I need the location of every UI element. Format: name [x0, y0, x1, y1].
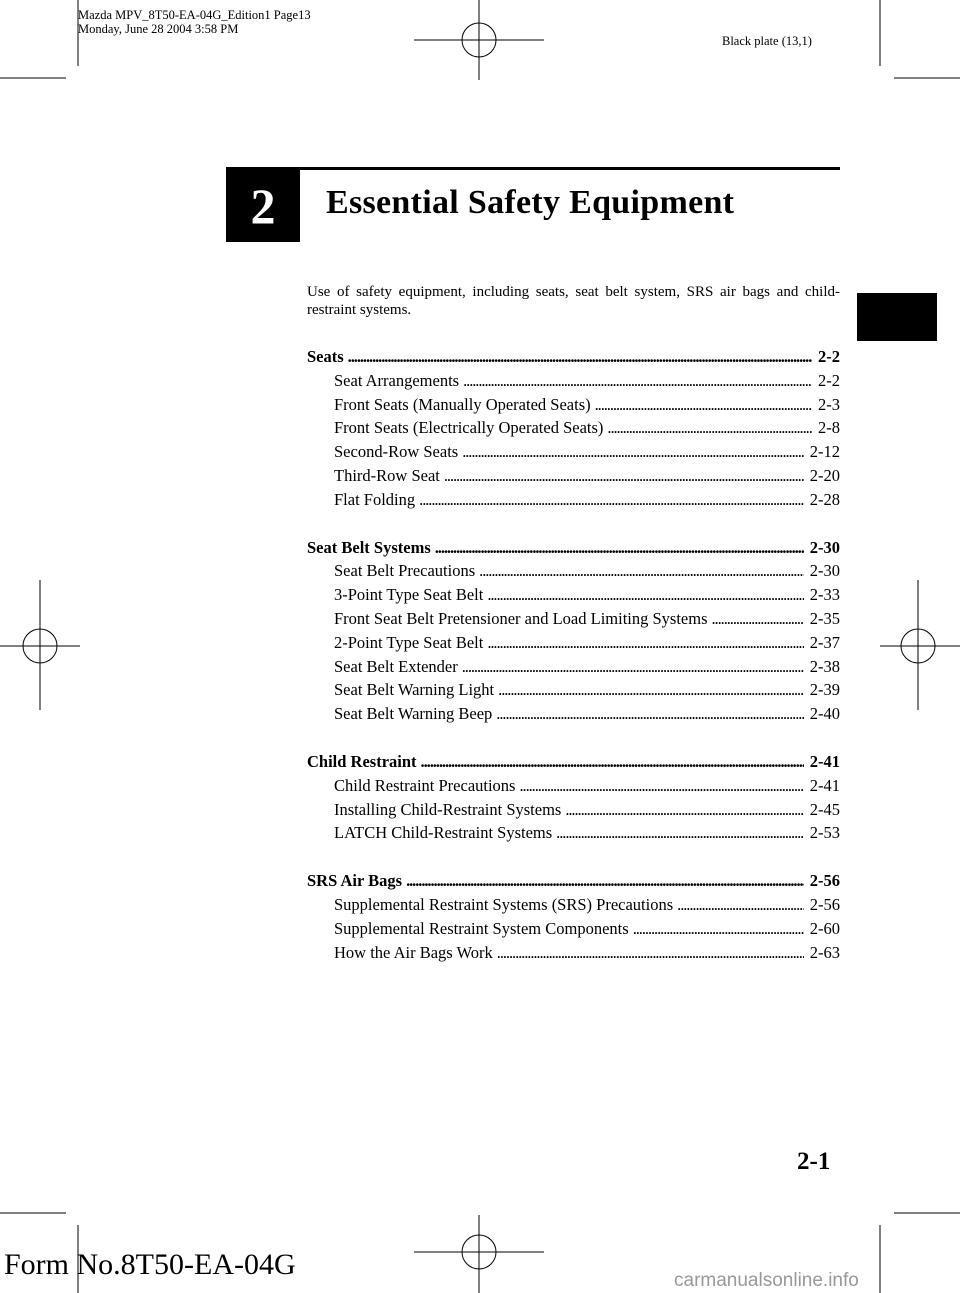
dot-leader [348, 345, 812, 369]
toc-entry-label: Seat Belt Warning Beep [334, 704, 493, 724]
toc-entry-label: Seat Belt Warning Light [334, 680, 495, 700]
dot-leader [406, 869, 804, 893]
toc-entry-label: 3-Point Type Seat Belt [334, 585, 484, 605]
dot-leader [677, 893, 804, 917]
chapter-intro: Use of safety equipment, including seats, seat belt system, SRS air bags and child-restraint systems. [307, 284, 840, 318]
toc-section [307, 869, 840, 964]
toc-entry-label: Child Restraint Precautions [334, 775, 516, 795]
chapter-number: 2 [250, 178, 276, 234]
toc-entry-label: How the Air Bags Work [334, 942, 493, 962]
toc-entry[interactable] [307, 393, 840, 417]
toc-section-heading[interactable] [307, 869, 840, 893]
dot-leader [712, 607, 804, 631]
toc-entry-page: 2-8 [818, 418, 840, 438]
toc-section-heading-label: Seats [307, 347, 344, 366]
form-number: Form No.8T50-EA-04G [4, 1248, 296, 1281]
toc-section-heading[interactable] [307, 750, 840, 774]
toc-entry[interactable] [307, 559, 840, 583]
print-metadata-file: Mazda MPV_8T50-EA-04G_Edition1 Page13 [78, 8, 311, 22]
toc-section-heading-label: SRS Air Bags [307, 871, 403, 891]
toc-section-heading[interactable] [307, 536, 840, 560]
toc-entry[interactable] [307, 774, 840, 798]
dot-leader [421, 750, 804, 774]
toc-entry[interactable] [307, 440, 840, 464]
toc-entry-page: 2-45 [809, 799, 840, 819]
toc-entry[interactable] [307, 631, 840, 655]
toc-section-heading-page: 2-56 [809, 871, 840, 891]
toc-entry-label: 2-Point Type Seat Belt [334, 632, 484, 652]
plate-label: Black plate (13,1) [722, 34, 812, 48]
toc-entry[interactable] [307, 893, 840, 917]
toc-entry-page: 2-38 [809, 656, 840, 676]
toc-entry-page: 2-2 [818, 370, 840, 390]
toc-section-heading-page: 2-41 [809, 751, 840, 771]
dot-leader [444, 464, 804, 488]
print-metadata-date: Monday, June 28 2004 3:58 PM [78, 22, 239, 36]
toc-entry[interactable] [307, 702, 840, 726]
dot-leader [479, 559, 804, 583]
toc-entry-page: 2-33 [809, 585, 840, 605]
toc-entry-page: 2-28 [809, 489, 840, 509]
toc-entry[interactable] [307, 917, 840, 941]
toc-entry[interactable] [307, 678, 840, 702]
toc-section-heading[interactable] [307, 345, 840, 369]
dot-leader [487, 631, 803, 655]
toc-entry[interactable] [307, 583, 840, 607]
chapter-tab-marker [857, 293, 937, 341]
toc-entry[interactable] [307, 416, 840, 440]
chapter-rule [300, 167, 840, 170]
toc-entry-page: 2-56 [809, 894, 840, 914]
dot-leader [462, 655, 804, 679]
dot-leader [496, 702, 803, 726]
toc-entry-page: 2-40 [809, 704, 840, 724]
dot-leader [497, 941, 804, 965]
toc-entry-page: 2-3 [818, 394, 840, 414]
dot-leader [607, 416, 812, 440]
chapter-title: Essential Safety Equipment [326, 184, 735, 221]
toc-section [307, 536, 840, 726]
dot-leader [565, 798, 803, 822]
toc-entry-label: Third-Row Seat [334, 465, 440, 485]
print-metadata [78, 8, 311, 36]
toc-entry-label: LATCH Child-Restraint Systems [334, 823, 553, 843]
toc-entry-label: Front Seats (Electrically Operated Seats) [334, 418, 604, 438]
toc-section-heading-page: 2-2 [818, 347, 840, 366]
toc-entry[interactable] [307, 607, 840, 631]
toc-entry-label: Front Seat Belt Pretensioner and Load Limiting Systems [334, 608, 708, 628]
dot-leader [633, 917, 804, 941]
toc-entry-page: 2-39 [809, 680, 840, 700]
page-number: 2-1 [797, 1148, 831, 1175]
toc-entry-page: 2-37 [809, 632, 840, 652]
dot-leader [595, 393, 812, 417]
toc-section-heading-page: 2-30 [809, 537, 840, 557]
toc-entry-label: Supplemental Restraint Systems (SRS) Precautions [334, 894, 674, 914]
toc-section-heading-label: Child Restraint [307, 751, 417, 771]
toc-entry-page: 2-30 [809, 561, 840, 581]
toc-entry-label: Installing Child-Restraint Systems [334, 799, 562, 819]
toc-entry[interactable] [307, 488, 840, 512]
toc-section [307, 750, 840, 845]
toc-entry-label: Seat Arrangements [334, 370, 460, 390]
dot-leader [519, 774, 803, 798]
toc-entry-page: 2-60 [809, 918, 840, 938]
toc-entry[interactable] [307, 941, 840, 965]
toc-entry-page: 2-41 [809, 775, 840, 795]
toc-entry-page: 2-63 [809, 942, 840, 962]
dot-leader [463, 369, 812, 393]
toc-entry-page: 2-20 [809, 465, 840, 485]
table-of-contents [307, 345, 840, 988]
toc-entry-label: Front Seats (Manually Operated Seats) [334, 394, 591, 414]
toc-entry[interactable] [307, 655, 840, 679]
dot-leader [435, 536, 804, 560]
toc-entry-label: Second-Row Seats [334, 442, 459, 462]
watermark: carmanualsonline.info [674, 1270, 859, 1291]
dot-leader [487, 583, 803, 607]
toc-entry-label: Supplemental Restraint System Components [334, 918, 629, 938]
toc-entry[interactable] [307, 369, 840, 393]
toc-entry[interactable] [307, 464, 840, 488]
dot-leader [419, 488, 804, 512]
dot-leader [498, 678, 804, 702]
toc-entry-label: Seat Belt Precautions [334, 561, 476, 581]
toc-entry-label: Seat Belt Extender [334, 656, 458, 676]
toc-entry-page: 2-12 [809, 442, 840, 462]
toc-entry-label: Flat Folding [334, 489, 416, 509]
dot-leader [556, 821, 804, 845]
toc-entry[interactable] [307, 798, 840, 822]
toc-entry-page: 2-53 [809, 823, 840, 843]
toc-section-heading-label: Seat Belt Systems [307, 537, 431, 557]
dot-leader [462, 440, 804, 464]
toc-entry-page: 2-35 [809, 608, 840, 628]
toc-section [307, 345, 840, 512]
toc-entry[interactable] [307, 821, 840, 845]
